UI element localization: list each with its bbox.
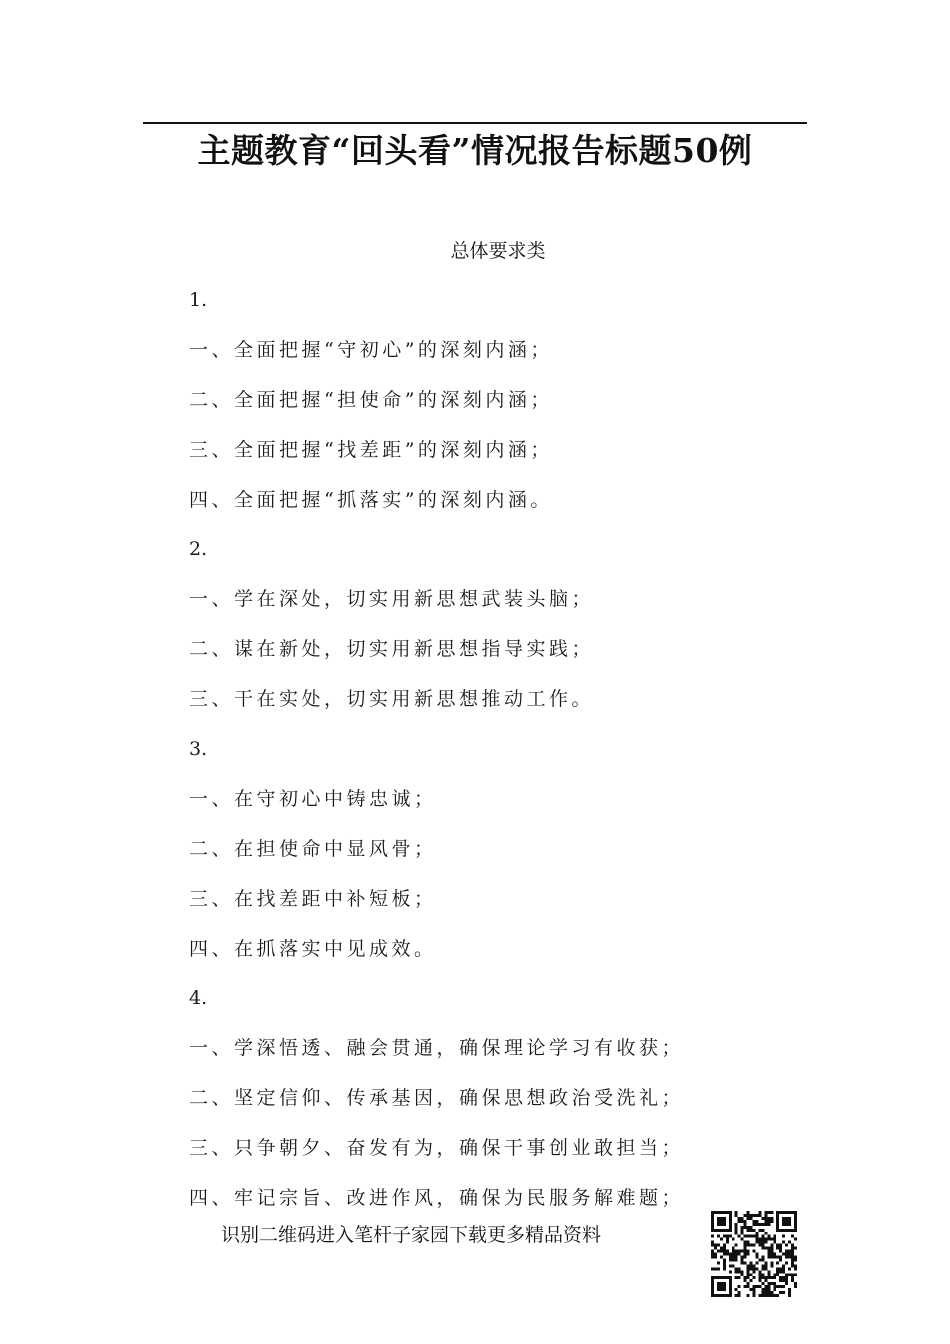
list-item: 一、在守初心中铸忠诚； [189, 787, 437, 810]
list-item: 三、干在实处，切实用新思想推动工作。 [189, 688, 595, 711]
list-item: 四、全面把握“抓落实”的深刻内涵。 [189, 488, 553, 511]
list-item: 4. [189, 987, 208, 1010]
list-item: 四、在抓落实中见成效。 [189, 937, 437, 960]
footer-text: 识别二维码进入笔杆子家园下载更多精品资料 [221, 1224, 602, 1246]
list-item: 一、学在深处，切实用新思想武装头脑； [189, 588, 595, 611]
qr-code-icon[interactable] [711, 1211, 797, 1297]
list-item: 三、只争朝夕、奋发有为，确保干事创业敢担当； [189, 1137, 685, 1160]
list-item: 3. [189, 738, 208, 761]
list-item: 1. [189, 289, 208, 311]
list-item: 二、谋在新处，切实用新思想指导实践； [189, 638, 595, 661]
list-item: 三、在找差距中补短板； [189, 887, 437, 910]
list-item: 四、牢记宗旨、改进作风，确保为民服务解难题； [189, 1187, 685, 1210]
list-item: 二、坚定信仰、传承基因，确保思想政治受洗礼； [189, 1087, 685, 1110]
content-lines [189, 285, 684, 1233]
section-heading: 总体要求类 [450, 240, 546, 262]
list-item: 三、全面把握“找差距”的深刻内涵； [189, 438, 553, 461]
list-item: 2. [189, 538, 208, 561]
list-item: 一、全面把握“守初心”的深刻内涵； [189, 338, 553, 361]
document-title: 主题教育“回头看”情况报告标题50例 [197, 131, 753, 170]
list-item: 二、全面把握“担使命”的深刻内涵； [189, 388, 553, 411]
title-rule [143, 122, 807, 124]
list-item: 一、学深悟透、融会贯通，确保理论学习有收获； [189, 1037, 685, 1060]
list-item: 二、在担使命中显风骨； [189, 837, 437, 860]
